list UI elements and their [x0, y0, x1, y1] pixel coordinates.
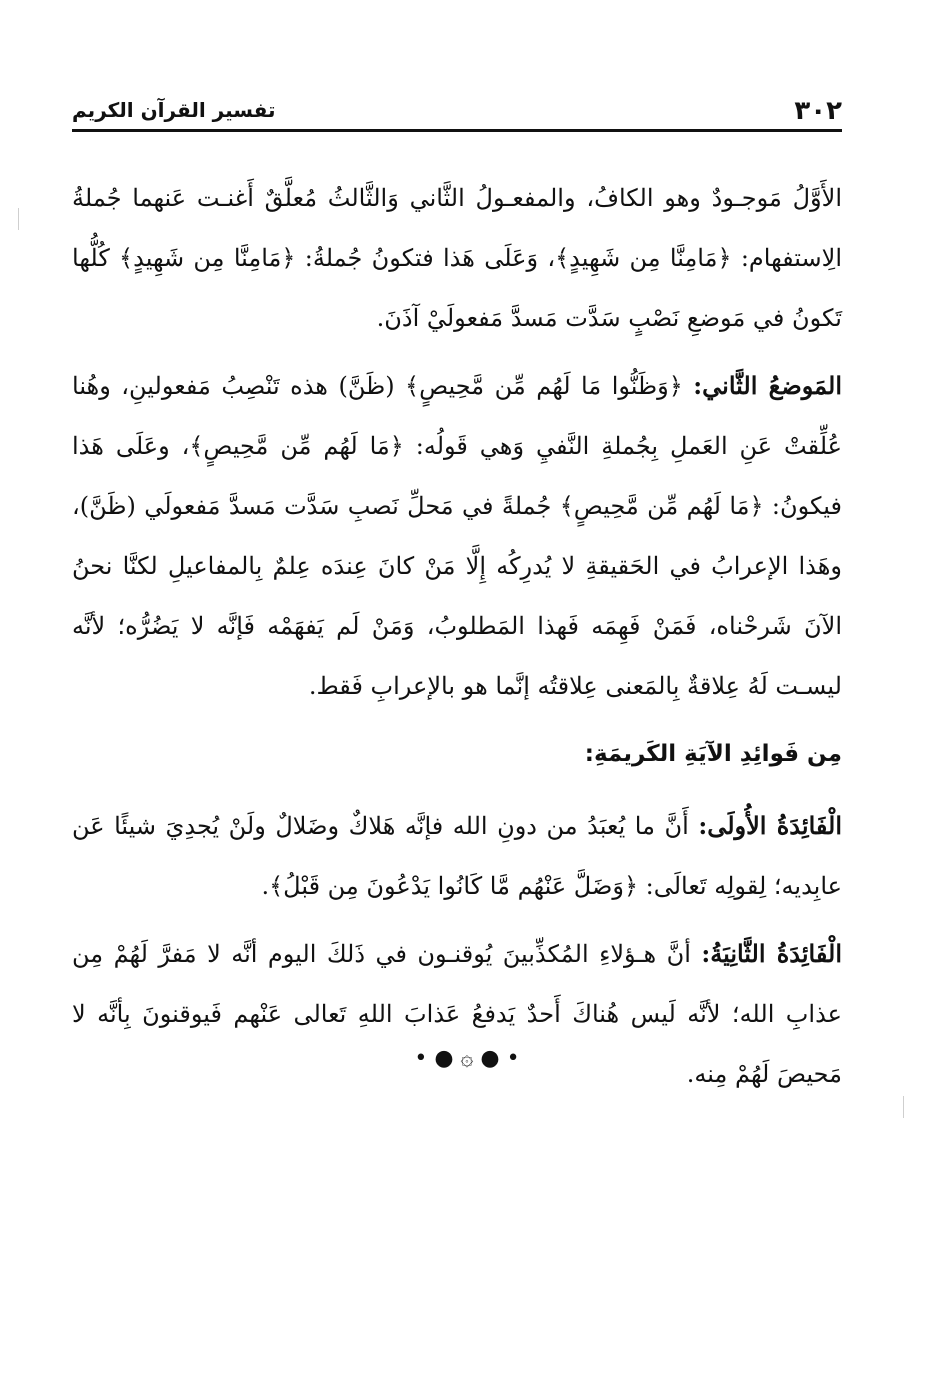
benefit-1-label: الْفَائِدَةُ الأُولَى: — [698, 811, 843, 840]
page-number: ٣٠٢ — [794, 96, 842, 126]
scan-speck — [18, 208, 19, 230]
paragraph-2-label: المَوضعُ الثَّاني: — [693, 371, 843, 400]
section-end-ornament: • ● ۞ ● • — [414, 1046, 520, 1071]
header-rule — [72, 129, 842, 132]
paragraph-2 — [72, 356, 842, 716]
scan-speck — [903, 1096, 904, 1118]
paragraph-1 — [72, 168, 842, 348]
benefit-1-text: أَنَّ ما يُعبَدُ من دونِ الله فإنَّه هَلاكٌ وضَلالٌ ولَنْ يُجدِيَ شيئًا عَن عابِديه؛ لِقولِه تَعالَى: ﴿وَضَلَّ عَنْهُم مَّا كَانُوا يَدْعُونَ مِن قَبْلُ﴾. — [72, 812, 842, 900]
paragraph-1-text: الأَوَّلُ مَوجـودٌ وهو الكافُ، والمفعـولُ الثَّاني وَالثَّالثُ مُعلَّقٌ أَغنـت عَنهما جُملةُ الِاستفهام: ﴿مَامِنَّا مِن شَهِيدٍ﴾، وَعَلَى هَذا فتكونُ جُملةُ: ﴿مَامِنَّا مِن شَهِيدٍ﴾ كُلُّها تَكونُ في مَوضعِ نَصْبٍ سَدَّت مَسدَّ مَفعولَيْ آذَنَ. — [72, 184, 842, 332]
benefit-1 — [72, 796, 842, 916]
benefit-2 — [72, 924, 842, 1104]
page-body — [72, 168, 842, 1112]
paragraph-2-text: ﴿وَظَنُّوا مَا لَهُم مِّن مَّحِيصٍ﴾ (ظَنَّ) هذه تَنْصِبُ مَفعولينِ، وهُنا عُلِّقتْ عَنِ العَملِ بِجُملةِ النَّفيِ وَهي قَولُه: ﴿مَا لَهُم مِّن مَّحِيصٍ﴾، وعَلَى هَذا فيكونُ: ﴿مَا لَهُم مِّن مَّحِيصٍ﴾ جُملةً في مَحلِّ نَصبِ سَدَّت مَسدَّ مَفعولَي (ظَنَّ)، وهَذا الإعرابُ في الحَقيقةِ لا يُدرِكُه إِلَّا مَنْ كانَ عِندَه عِلمٌ بِالمفاعيلِ لكنَّا نحنُ الآنَ شَرحْناه، فَمَنْ فَهِمَه فَهذا المَطلوبُ، وَمَنْ لَم يَفهَمْه فَإنَّه لا يَضُرُّه؛ لأنَّه ليسـت لَهُ عِلاقةٌ بِالمَعنى عِلاقتُه إنَّما هو بالإعرابِ فَقط. — [72, 372, 842, 700]
page-header — [72, 96, 842, 128]
benefit-2-text: أنَّ هـؤلاءِ المُكذِّبينَ يُوقنـون في ذَلكَ اليوم أنَّه لا مَفرَّ لَهُمْ مِن عذابِ الله؛ لأنَّه لَيس هُناكَ أَحدٌ يَدفعُ عَذابَ اللهِ تَعالى عَنْهم فَيوقنونَ بِأنَّه لا مَحيصَ لَهُمْ مِنه. — [72, 940, 842, 1088]
section-heading: مِن فَوائِدِ الآيَةِ الكَريمَةِ: — [584, 741, 842, 767]
running-title: تفسير القرآن الكريم — [72, 98, 276, 122]
benefit-2-label: الْفَائِدَةُ الثَّانِيَةُ: — [701, 939, 842, 968]
